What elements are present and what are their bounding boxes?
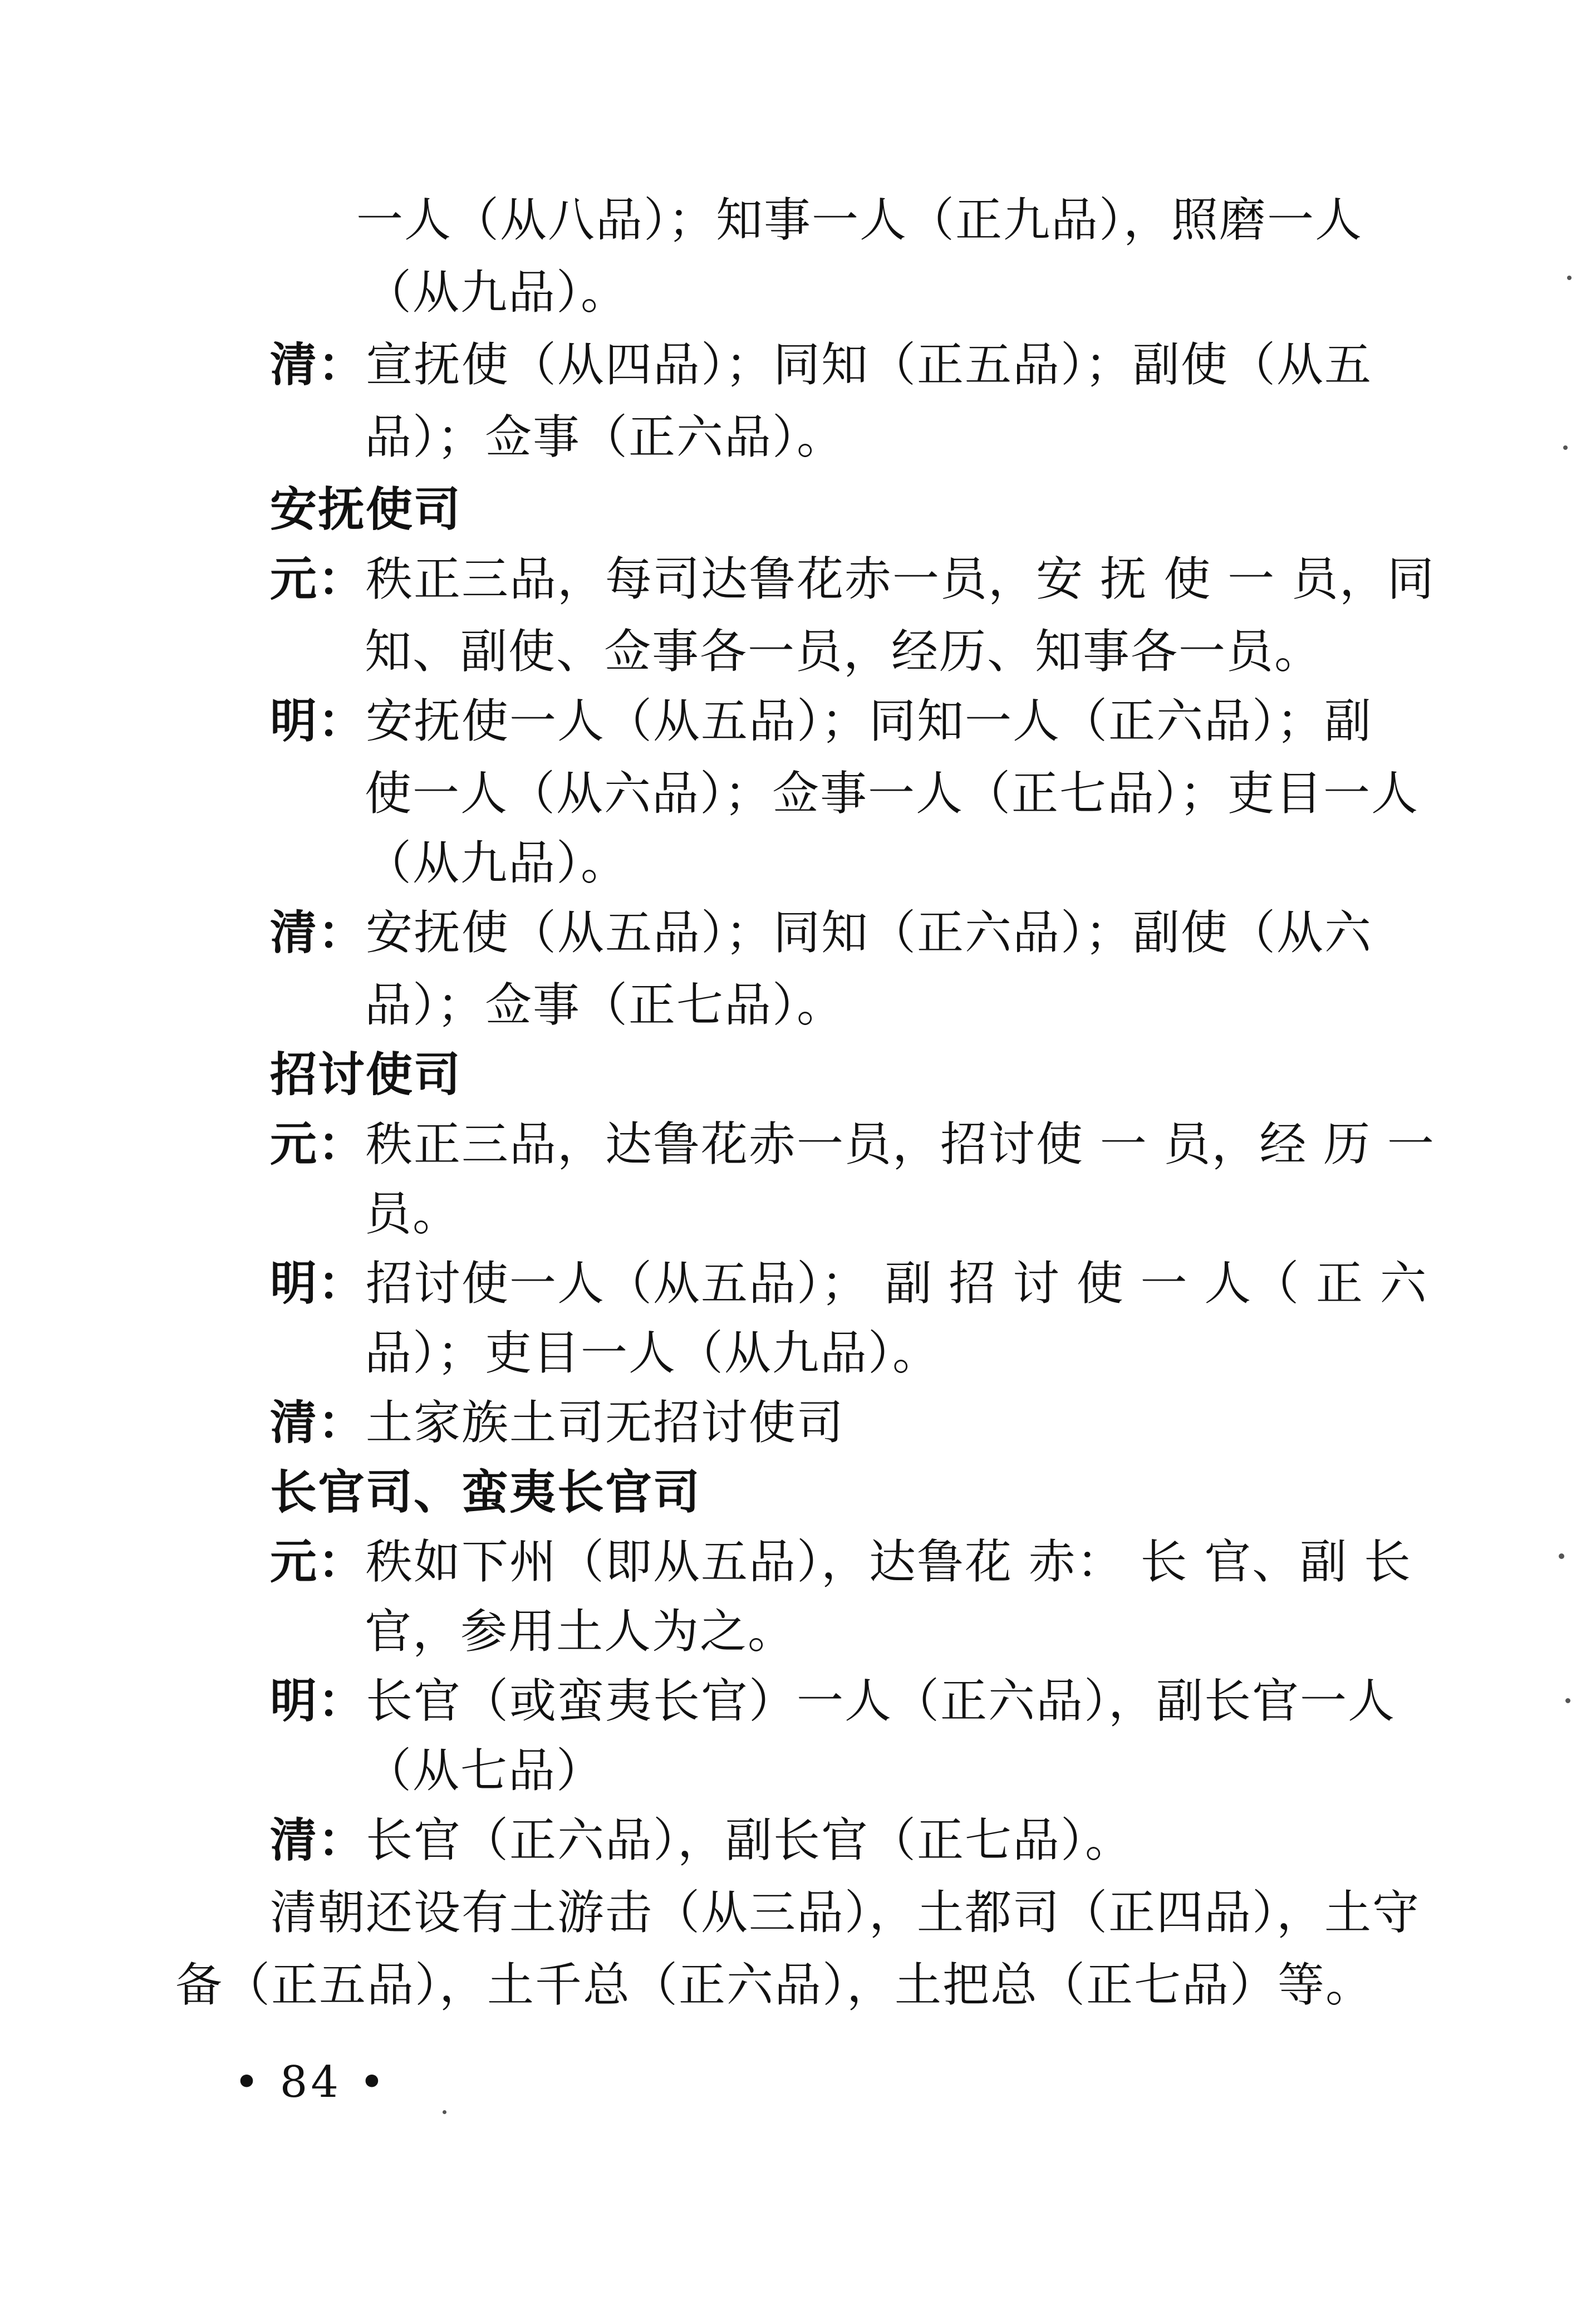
text-line: （从九品）。: [365, 265, 629, 320]
text-line: [270, 334, 1372, 395]
text-line: 品）；佥事（正七品）。: [365, 978, 845, 1032]
text-line: [270, 1392, 844, 1453]
line-body: 安抚使一人（从五品）；同知一人（正六品）；副: [366, 694, 1373, 748]
line-body: 宣抚使（从四品）；同知（正五品）；副使（从五: [366, 337, 1373, 392]
text-line: 知、副使、佥事各一员，经历、知事各一员。: [365, 624, 1323, 679]
text-line: 一人（从八品）；知事一人（正九品），照磨一人: [356, 193, 1363, 247]
text-line: 备（正五品），土千总（正六品），土把总（正七品）等。: [175, 1958, 1374, 2012]
text-line: （从九品）。: [365, 836, 629, 890]
dynasty-label: 明：: [270, 1256, 366, 1311]
text-line: [270, 1810, 1133, 1871]
scan-speck: [443, 2110, 446, 2114]
dynasty-label: 明：: [270, 693, 366, 748]
line-body: 长官（或蛮夷长官）一人（正六品），副长官一人: [366, 1674, 1396, 1728]
text-line: （从七品）: [365, 1743, 605, 1798]
dynasty-label: 元：: [270, 1116, 366, 1171]
text-line: [270, 1253, 1428, 1314]
text-line: [270, 690, 1372, 752]
text-line: 员。: [365, 1186, 461, 1241]
text-line: [270, 1114, 1435, 1175]
dynasty-label: 清：: [270, 1812, 366, 1867]
section-heading: 招讨使司: [270, 1047, 462, 1102]
dynasty-label: 清：: [270, 905, 366, 960]
text-line: 官，参用土人为之。: [365, 1604, 796, 1659]
dynasty-label: 元：: [270, 1534, 366, 1589]
line-body: 安抚使（从五品）；同知（正六品）；副使（从六: [366, 905, 1373, 960]
section-heading: 安抚使司: [270, 482, 462, 537]
scan-speck: [1565, 1698, 1570, 1703]
text-line: [270, 1531, 1412, 1592]
line-body: 招讨使一人（从五品）； 副 招 讨 使 一 人（ 正 六: [366, 1256, 1428, 1311]
line-body: 秩如下州（即从五品），达鲁花 赤： 长 官、副 长: [366, 1534, 1412, 1589]
line-body: 长官（正六品），副长官（正七品）。: [366, 1813, 1133, 1867]
page-number: • 84 •: [234, 2057, 388, 2107]
text-line: [270, 1670, 1396, 1732]
dynasty-label: 元：: [270, 551, 366, 606]
text-line: 清朝还设有土游击（从三品），土都司（正四品），土守: [270, 1885, 1421, 1940]
scan-speck: [1563, 445, 1568, 450]
dynasty-label: 清：: [270, 337, 366, 392]
scan-speck: [1567, 276, 1572, 280]
dynasty-label: 明：: [270, 1673, 366, 1728]
line-body: 秩正三品，每司达鲁花赤一员，安 抚 使 一 员，同: [366, 552, 1435, 606]
text-line: 使一人（从六品）；佥事一人（正七品）；吏目一人: [365, 766, 1420, 821]
text-line: [270, 548, 1435, 610]
line-body: 土家族土司无招讨使司: [366, 1395, 845, 1450]
section-heading: 长官司、蛮夷长官司: [270, 1464, 701, 1519]
scan-speck: [1559, 1553, 1564, 1559]
text-line: [270, 902, 1372, 963]
dynasty-label: 清：: [270, 1395, 366, 1450]
line-body: 秩正三品，达鲁花赤一员，招讨使 一 员，经 历 一: [366, 1117, 1435, 1171]
text-line: 品）；吏目一人（从九品）。: [365, 1326, 941, 1380]
text-line: 品）；佥事（正六品）。: [365, 410, 845, 464]
